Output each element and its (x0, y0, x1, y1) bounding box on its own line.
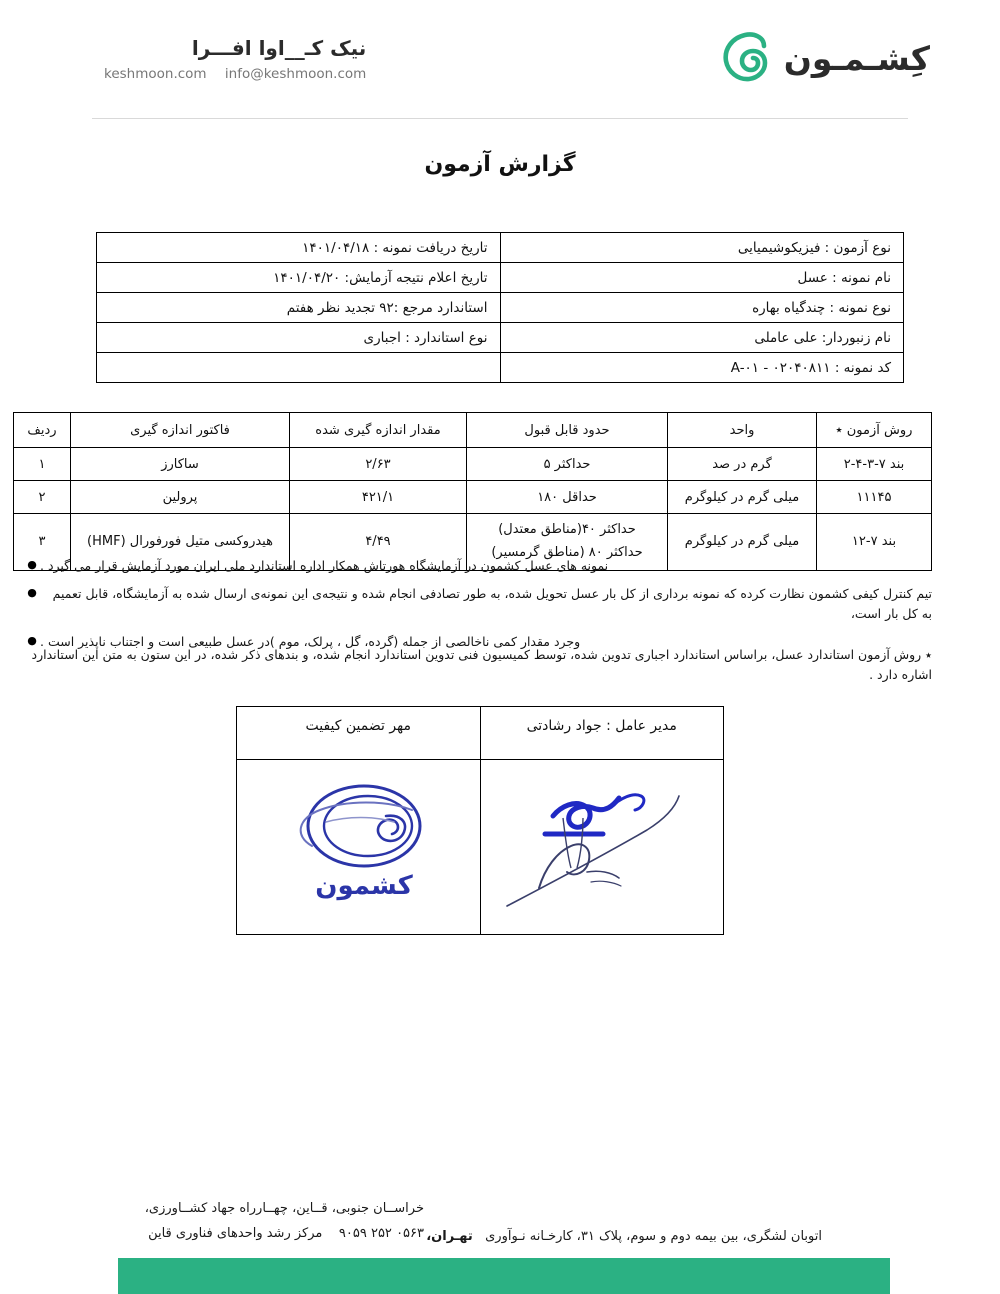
page-title: گزارش آزمون (424, 152, 576, 177)
page-footer (68, 1196, 932, 1250)
company-name: نیک کـ__اوا افـــرا (191, 36, 367, 60)
info-result-date: تاریخ اعلام نتیجه آزمایش: ۱۴۰۱/۰۴/۲۰ (97, 263, 501, 293)
lab-company-info (90, 34, 366, 82)
footer-phone: ۰۵۶۳ ۲۵۲ ۹۰۵۹ (338, 1226, 424, 1242)
info-beekeeper-name: نام زنبوردار: علی عاملی (500, 323, 904, 353)
footer-address-line2: مرکز رشد واحدهای فناوری قاین (148, 1226, 323, 1242)
cell-value: ۴۲۱/۱ (290, 481, 467, 514)
list-item (24, 584, 932, 625)
signature-table (236, 706, 724, 935)
method-footnote: ٭ روش آزمون استاندارد عسل، براساس استاندارد اجباری تدوین شده، توسط کمیسیون فنی تدوین استاندارد انجام شده، و بندهای ذکر شده، در این ستون به متن این استاندارد اشاره دارد . (31, 647, 932, 682)
cell-row-number: ۲ (14, 481, 71, 514)
cell-method: بند ۷-۳-۴-۲ (817, 448, 932, 481)
header-acceptable-limit: حدود قابل قبول (467, 413, 668, 448)
cell-factor: هیدروکسی متیل فورفورال (HMF) (71, 514, 290, 571)
table-row (97, 263, 904, 293)
cell-factor: ساکارز (71, 448, 290, 481)
cell-row-number: ۳ (14, 514, 71, 571)
footer-address-line1: خراســان جنوبی، قــاین، چهــارراه جهاد کشــاورزی، (144, 1201, 424, 1216)
table-header-row (14, 413, 932, 448)
cell-unit: میلی گرم در کیلوگرم (668, 481, 817, 514)
cell-value: ۲/۶۳ (290, 448, 467, 481)
cell-limit: حداکثر ۵ (467, 448, 668, 481)
cell-method: بند ۷-۱۲ (817, 514, 932, 571)
note-text: نمونه های عسل کشمون در آزمایشگاه هورتاش همکار اداره استاندارد ملی ایران مورد آزمایش قرار می گیرد . (40, 558, 609, 573)
spiral-logo-icon (720, 32, 772, 84)
sample-info-table (96, 232, 904, 383)
cell-unit: میلی گرم در کیلوگرم (668, 514, 817, 571)
quality-stamp-cell (237, 760, 481, 935)
footer-headquarters (145, 1196, 424, 1247)
company-website[interactable]: keshmoon.com (104, 66, 207, 82)
footer-address-line2-wrap (145, 1221, 424, 1246)
test-results-table (13, 412, 932, 571)
cell-limit-line2: حداکثر ۸۰ (مناطق گرمسیر) (491, 544, 643, 560)
bullet-icon: ● (27, 633, 37, 647)
handwritten-signature-icon (481, 760, 724, 934)
footer-tehran-city: تهـران، (426, 1229, 473, 1244)
info-reference-standard: استاندارد مرجع :۹۲ تجدید نظر هفتم (97, 293, 501, 323)
cell-factor: پرولین (71, 481, 290, 514)
table-row (97, 353, 904, 383)
header-divider (92, 118, 908, 119)
header-unit: واحد (668, 413, 817, 448)
info-test-type: نوع آزمون : فیزیکوشیمیایی (500, 233, 904, 263)
header-method: روش آزمون ٭ (817, 413, 932, 448)
stamp-word: کشمون (314, 871, 413, 901)
footer-tehran-address: اتوبان لشگری، بین بیمه دوم و سوم، پلاک ۳۱، کارخـانه نـوآوری (485, 1229, 822, 1244)
table-row (97, 293, 904, 323)
cell-value: ۴/۴۹ (290, 514, 467, 571)
footer-tehran-office (426, 1224, 822, 1249)
keshmoon-blue-stamp-icon (237, 760, 480, 934)
cell-unit: گرم در صد (668, 448, 817, 481)
info-sample-type: نوع نمونه : چندگیاه بهاره (500, 293, 904, 323)
manager-label: مدیر عامل : جواد رشادتی (480, 707, 724, 760)
table-row (97, 323, 904, 353)
cell-limit: حداقل ۱۸۰ (467, 481, 668, 514)
table-row (14, 481, 932, 514)
table-row (14, 448, 932, 481)
company-contact (90, 66, 366, 82)
cell-method: ۱۱۱۴۵ (817, 481, 932, 514)
cell-limit-line1: حداکثر ۴۰(مناطق معتدل) (498, 522, 636, 537)
header-row-number: ردیف (14, 413, 71, 448)
info-sample-code: کد نمونه : A-۰۱ - ۰۲۰۴۰۸۱۱ (500, 353, 904, 383)
signature-body-row (237, 760, 724, 935)
signature-header-row (237, 707, 724, 760)
info-empty-cell (97, 353, 501, 383)
list-item (24, 556, 932, 577)
page-header (90, 28, 938, 100)
header-measured-value: مقدار اندازه گیری شده (290, 413, 467, 448)
footer-accent-bar (118, 1258, 890, 1294)
table-row (97, 233, 904, 263)
note-text: تیم کنترل کیفی کشمون نظارت کرده که نمونه برداری از کل بار عسل تحویل شده، به طور تصادفی انجام شده و نتیجه‌ی این نمونه‌ی ارسال شده به آزمایشگاه، قابل تعمیم به کل بار است، (52, 585, 932, 622)
info-standard-type: نوع استاندارد : اجباری (97, 323, 501, 353)
bullet-icon: ● (27, 585, 37, 599)
info-receive-date: تاریخ دریافت نمونه : ۱۴۰۱/۰۴/۱۸ (97, 233, 501, 263)
info-sample-name: نام نمونه : عسل (500, 263, 904, 293)
company-email[interactable]: info@keshmoon.com (224, 66, 367, 82)
manager-signature-cell (480, 760, 724, 935)
cell-row-number: ۱ (14, 448, 71, 481)
quality-stamp-label: مهر تضمین کیفیت (237, 707, 481, 760)
bullet-icon: ● (27, 558, 37, 571)
keshmoon-brand (720, 32, 930, 84)
note-text: وجرد مقدار کمی ناخالصی از جمله (گرده، گل ، پرلک، موم )در عسل طبیعی است و اجتناب ناپذیر است . (40, 633, 581, 649)
header-factor: فاکتور اندازه گیری (71, 413, 290, 448)
notes-list (24, 556, 932, 660)
brand-wordmark: کِشـمـون (783, 38, 930, 78)
